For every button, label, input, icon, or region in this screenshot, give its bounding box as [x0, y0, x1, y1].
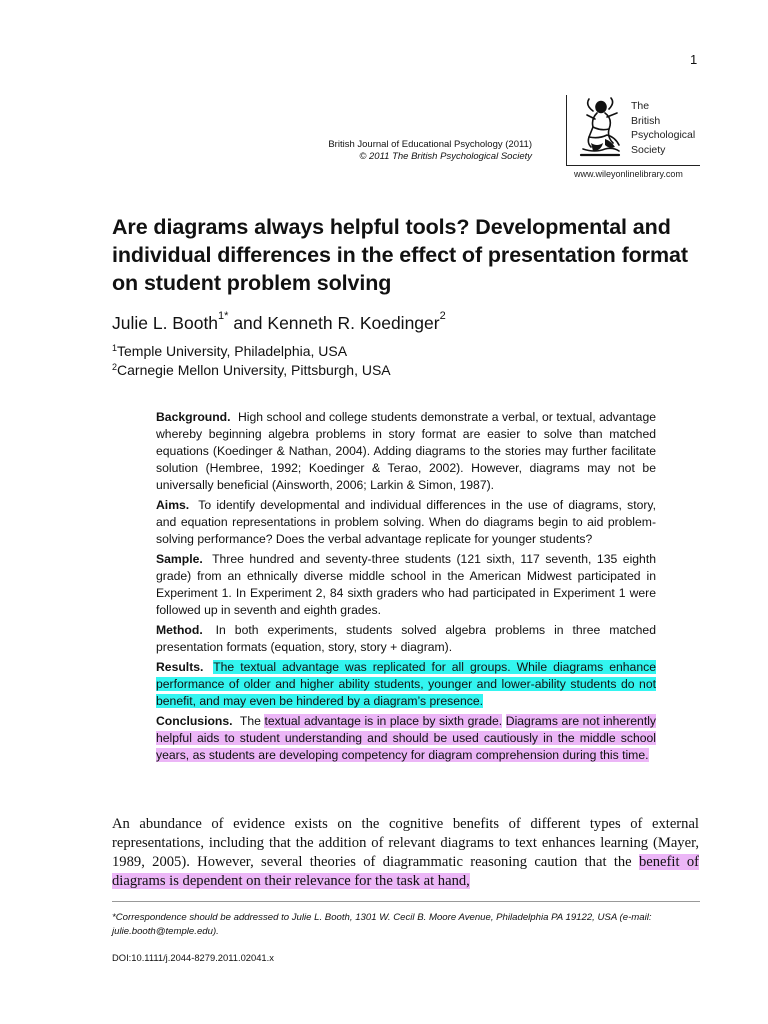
- journal-copyright: © 2011 The British Psychological Society: [359, 151, 532, 162]
- body-paragraph: [112, 815, 699, 891]
- highlighted-text: benefit of diagrams is dependent on their relevance for the task at hand,: [112, 854, 699, 889]
- society-line: The: [631, 100, 650, 112]
- affiliation-mark: 2: [112, 362, 118, 372]
- author-name: Kenneth R. Koedinger: [267, 313, 440, 333]
- affiliation-text: Temple University, Philadelphia, USA: [117, 343, 348, 359]
- journal-name: British Journal of Educational Psychology (2011): [328, 139, 532, 150]
- abstract-label: Results.: [156, 660, 204, 674]
- body-text: An abundance of evidence exists on the cognitive benefits of different types of external representations, including that the addition of relevant diagrams to text enhances learning (Mayer, 1989, 2005). However, several theories of diagrammatic reasoning caution that the: [112, 816, 699, 870]
- abstract-results: [156, 659, 656, 710]
- journal-header: [328, 139, 532, 163]
- footnote-mark: *: [112, 912, 116, 923]
- page-number: 1: [690, 52, 698, 67]
- abstract-text: High school and college students demonstrate a verbal, or textual, advantage whereby beginning algebra problems in story format are easier to solve than matched equations (Koedinger & Nathan, 2004). Adding diagrams to the stories may further facilitate solution (Hembree, 1992; Koedinger & Terao, 2002). However, diagrams may not be universally beneficial (Ainsworth, 2006; Larkin & Simon, 1987).: [156, 410, 656, 492]
- doi: DOI:10.1111/j.2044-8279.2011.02041.x: [112, 952, 274, 963]
- abstract-sample: [156, 551, 656, 619]
- society-name: [631, 99, 695, 157]
- abstract: [156, 409, 656, 767]
- abstract-aims: [156, 497, 656, 548]
- affiliation: [112, 362, 391, 378]
- abstract-text: In both experiments, students solved algebra problems in three matched presentation formats (equation, story, story + diagram).: [156, 623, 656, 654]
- authors: [112, 310, 446, 334]
- logo-divider-vertical: [566, 95, 567, 166]
- abstract-conclusions: [156, 713, 656, 764]
- society-line: British: [631, 114, 661, 127]
- abstract-label: Method.: [156, 623, 203, 637]
- psychology-society-seal-icon: [575, 97, 623, 159]
- society-line: Society: [631, 143, 666, 156]
- logo-divider-horizontal: [566, 165, 700, 166]
- highlighted-text: The textual advantage was replicated for all groups. While diagrams enhance performance of older and higher ability students, younger and lower-ability students do not benefit, and may even be hindered by a diagram’s presence.: [156, 660, 656, 708]
- abstract-label: Conclusions.: [156, 714, 233, 728]
- highlighted-text: textual advantage is in place by sixth grade.: [264, 714, 503, 728]
- affiliation-mark: 1: [112, 343, 118, 353]
- author-connector: and: [228, 313, 268, 333]
- abstract-text: Three hundred and seventy-three students (121 sixth, 117 seventh, 135 eighth grade) from an ethnically diverse middle school in the American Midwest participated in Experiment 1. In Experiment 2, 84 sixth graders who had participated in Experiment 1 were followed up in seventh and eighth grades.: [156, 552, 656, 617]
- footnote-divider: [112, 901, 700, 902]
- article-title: Are diagrams always helpful tools? Developmental and individual differences in the effect of presentation format on student problem solving: [112, 215, 688, 295]
- website-link[interactable]: www.wileyonlinelibrary.com: [574, 169, 683, 179]
- abstract-method: [156, 622, 656, 656]
- footnote: [112, 911, 700, 939]
- affiliation: [112, 343, 347, 359]
- footnote-text: Correspondence should be addressed to Julie L. Booth, 1301 W. Cecil B. Moore Avenue, Philadelphia PA 19122, USA (e-mail: julie.booth@temple.edu).: [112, 912, 652, 937]
- abstract-background: [156, 409, 656, 494]
- author-mark: 2: [439, 310, 446, 322]
- abstract-text: The: [239, 714, 261, 728]
- author-name: Julie L. Booth: [112, 313, 219, 333]
- affiliation-text: Carnegie Mellon University, Pittsburgh, USA: [117, 362, 391, 378]
- abstract-label: Background.: [156, 410, 231, 424]
- abstract-label: Aims.: [156, 498, 190, 512]
- abstract-label: Sample.: [156, 552, 203, 566]
- abstract-text: To identify developmental and individual differences in the use of diagrams, story, and equation representations in problem solving. When do diagrams begin to aid problem-solving performance? Does the verbal advantage replicate for younger students?: [156, 498, 656, 546]
- highlighted-text: Diagrams are not inherently helpful aids to student understanding and should be used cautiously in the middle school years, as students are developing competency for diagram comprehension during this time.: [156, 714, 657, 762]
- author-mark: 1*: [218, 310, 229, 322]
- society-line: Psychological: [631, 129, 696, 141]
